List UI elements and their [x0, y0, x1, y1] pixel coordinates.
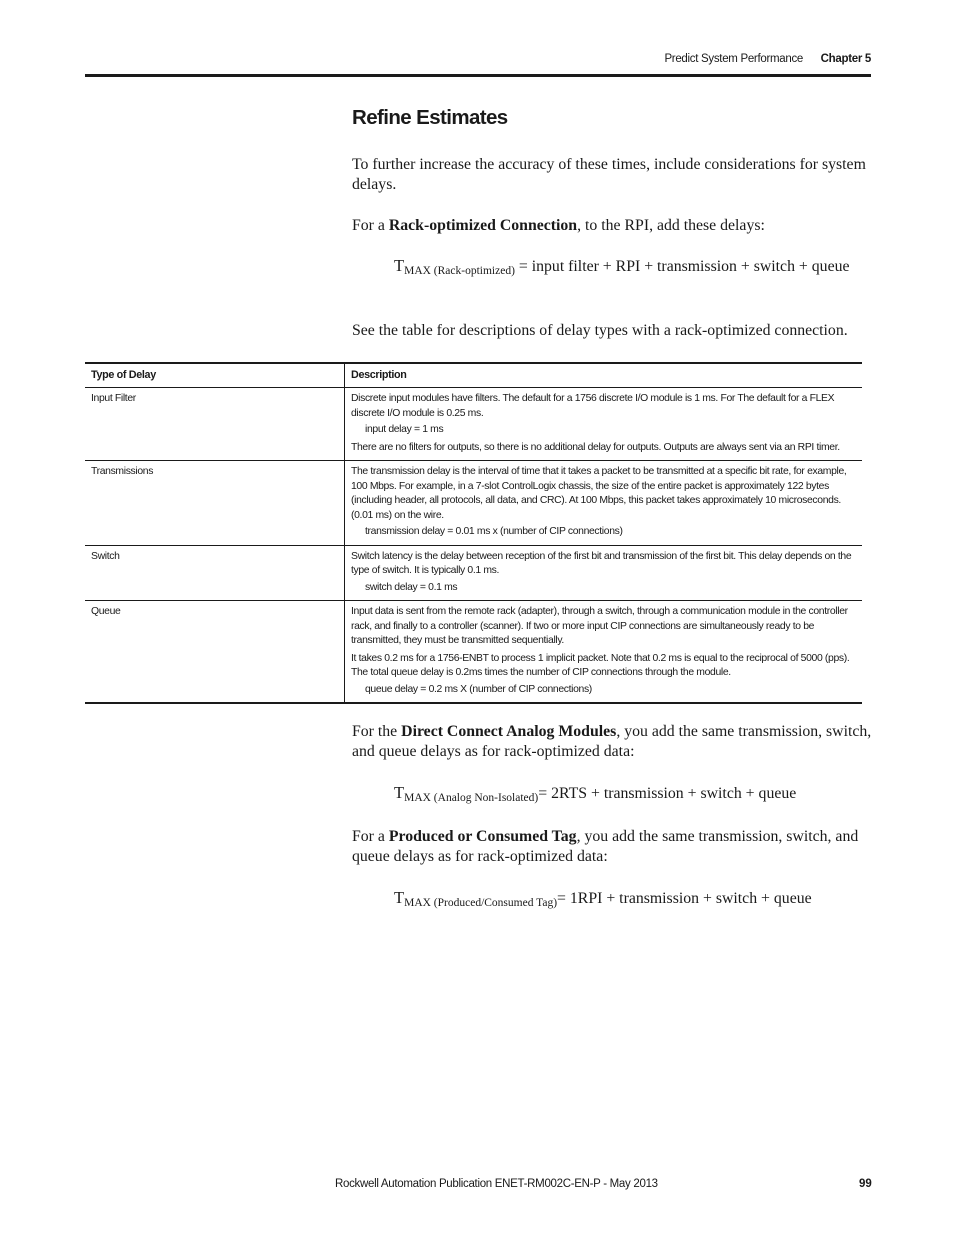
description-text: Switch latency is the delay between reception of the first bit and transmission of the first bit. This delay depends on the type of switch. It is typically 0.1 ms. [351, 550, 852, 576]
rack-tail: , to the RPI, add these delays: [577, 217, 765, 234]
produced-consumed-paragraph [352, 827, 872, 867]
analog-paragraph [352, 722, 872, 762]
delay-types-table [85, 362, 862, 704]
column-header-description: Description [345, 363, 863, 388]
produced-formula-subscript: MAX (Produced/Consumed Tag) [404, 897, 558, 909]
rack-optimized-paragraph [352, 216, 872, 236]
analog-formula-subscript: MAX (Analog Non-Isolated) [404, 792, 539, 804]
analog-formula-terms: = 2RTS + transmission + switch + queue [538, 785, 797, 802]
delay-description-cell [345, 545, 863, 601]
delay-equation: queue delay = 0.2 ms X (number of CIP connections) [365, 683, 592, 695]
produced-tail: , you add the same transmission, switch, and queue delays as for rack-optimized data: [352, 828, 859, 865]
produced-formula-t: T [394, 888, 405, 907]
delay-description-cell [345, 601, 863, 704]
rack-bold-term: Rack-optimized Connection [388, 217, 578, 234]
description-text: Input data is sent from the remote rack (adapter), through a switch, through a communication module in the controller rack, and finally to a controller (scanner). If two or more input CIP connections are simultaneously ready to be transmitted, they must be transmitted sequentially. [351, 606, 848, 646]
rack-formula-terms: = input filter + RPI + transmission + switch + queue [514, 258, 850, 275]
analog-formula [394, 781, 854, 806]
table-header-row [85, 363, 862, 388]
footer-page-number: 99 [859, 1178, 872, 1190]
table-row [85, 461, 862, 546]
rack-formula-subscript: MAX (Rack-optimized) [404, 265, 515, 277]
analog-tail: , you add the same transmission, switch, and queue delays as for rack-optimized data: [352, 723, 872, 760]
produced-bold-term: Produced or Consumed Tag [388, 828, 577, 845]
produced-formula [394, 886, 854, 911]
delay-type-cell: Transmissions [85, 461, 345, 546]
header-rule [85, 74, 871, 77]
running-header [0, 53, 871, 67]
description-text: The transmission delay is the interval of time that it takes a packet to be transmitted at a specific bit rate, for example, 100 Mbps. For example, in a 7-slot ControlLogix chassis, the size of the entire packet is approximately 122 bytes (including header, all protocols, all data, and CRC). At 100 Mbps, this packet takes approximately 10 microseconds. (0.01 ms) on the wire. [351, 466, 847, 521]
rack-formula [394, 254, 854, 279]
produced-formula-terms: = 1RPI + transmission + switch + queue [557, 890, 812, 907]
footer-publication: Rockwell Automation Publication ENET-RM002C-EN-P - May 2013 [335, 1178, 658, 1190]
analog-formula-t: T [394, 783, 405, 802]
delay-description-cell [345, 461, 863, 546]
description-text: It takes 0.2 ms for a 1756-ENBT to process 1 implicit packet. Note that 0.2 ms is equal to the reciprocal of 5000 (pps). The total queue delay is 0.2ms times the number of CIP connections through the module. [351, 652, 850, 678]
delay-type-cell: Input Filter [85, 388, 345, 461]
rack-formula-t: T [394, 256, 405, 275]
delay-type-cell: Queue [91, 606, 121, 617]
description-text: Discrete input modules have filters. The default for a 1756 discrete I/O module is 1 ms. For The default for a FLEX discrete I/O module is 0.25 ms. [351, 393, 835, 419]
section-title: Refine Estimates [352, 106, 508, 129]
header-chapter-label: Chapter 5 [820, 53, 871, 65]
rack-lead: For a [352, 217, 389, 234]
table-row [85, 545, 862, 601]
table-row [85, 388, 862, 461]
delay-equation: input delay = 1 ms [365, 424, 444, 435]
analog-bold-term: Direct Connect Analog Modules [401, 723, 617, 740]
column-header-type: Type of Delay [85, 363, 345, 388]
header-section-title: Predict System Performance [664, 53, 803, 65]
intro-paragraph: To further increase the accuracy of these times, include considerations for system delays. [352, 156, 866, 193]
produced-lead: For a [352, 828, 389, 845]
table-row [85, 601, 862, 704]
delay-equation: switch delay = 0.1 ms [365, 581, 458, 593]
delay-equation: transmission delay = 0.01 ms x (number of CIP connections) [365, 526, 623, 537]
analog-lead: For the [352, 723, 402, 740]
delay-type-cell: Switch [85, 545, 345, 601]
delay-description-cell [345, 388, 863, 461]
description-text: There are no filters for outputs, so there is no additional delay for outputs. Outputs are always sent via an RPI timer. [351, 441, 840, 453]
table-intro-paragraph: See the table for descriptions of delay types with a rack-optimized connection. [352, 322, 848, 339]
